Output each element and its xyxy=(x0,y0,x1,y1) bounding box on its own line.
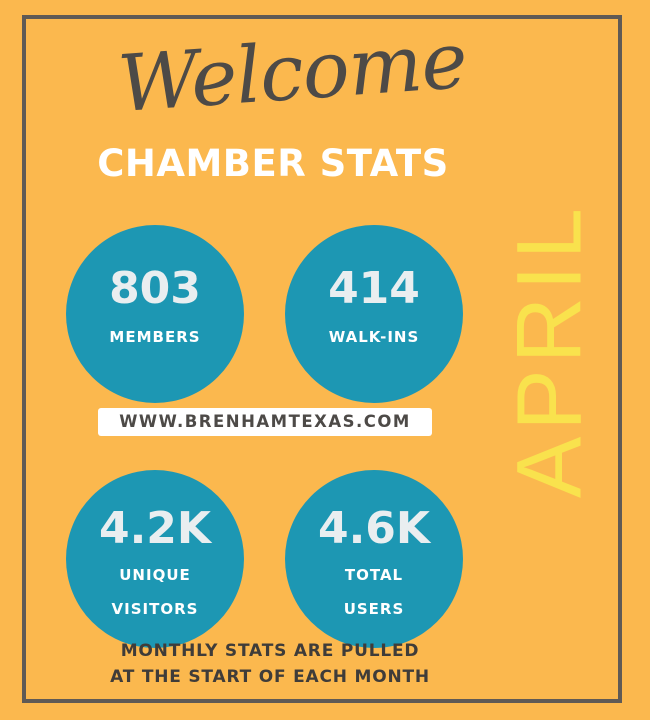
footer-note-line1: MONTHLY STATS ARE PULLED xyxy=(120,641,420,661)
stat-label: WALK-INS xyxy=(328,328,420,346)
stat-label: MEMBERS xyxy=(109,328,201,346)
page-title: CHAMBER STATS xyxy=(97,142,449,185)
stat-circle-walk-ins xyxy=(285,225,463,403)
stat-label-line1: UNIQUE xyxy=(119,566,191,584)
stat-label-line1: TOTAL xyxy=(344,566,404,584)
stat-label-line2: VISITORS xyxy=(111,600,199,618)
stat-label-line2: USERS xyxy=(343,600,405,618)
footer-note xyxy=(60,638,480,690)
website-link[interactable]: WWW.BRENHAMTEXAS.COM xyxy=(98,408,432,436)
stat-circle-total-users xyxy=(285,470,463,648)
welcome-heading: Welcome xyxy=(115,15,470,131)
stat-value: 414 xyxy=(328,263,420,314)
stat-value: 4.6K xyxy=(317,503,431,554)
month-label: APRIL xyxy=(498,202,601,498)
footer-note-line2: AT THE START OF EACH MONTH xyxy=(110,667,430,687)
stat-circle-unique-visitors xyxy=(66,470,244,648)
stat-value: 803 xyxy=(109,263,201,314)
stat-circle-members xyxy=(66,225,244,403)
stat-value: 4.2K xyxy=(98,503,212,554)
